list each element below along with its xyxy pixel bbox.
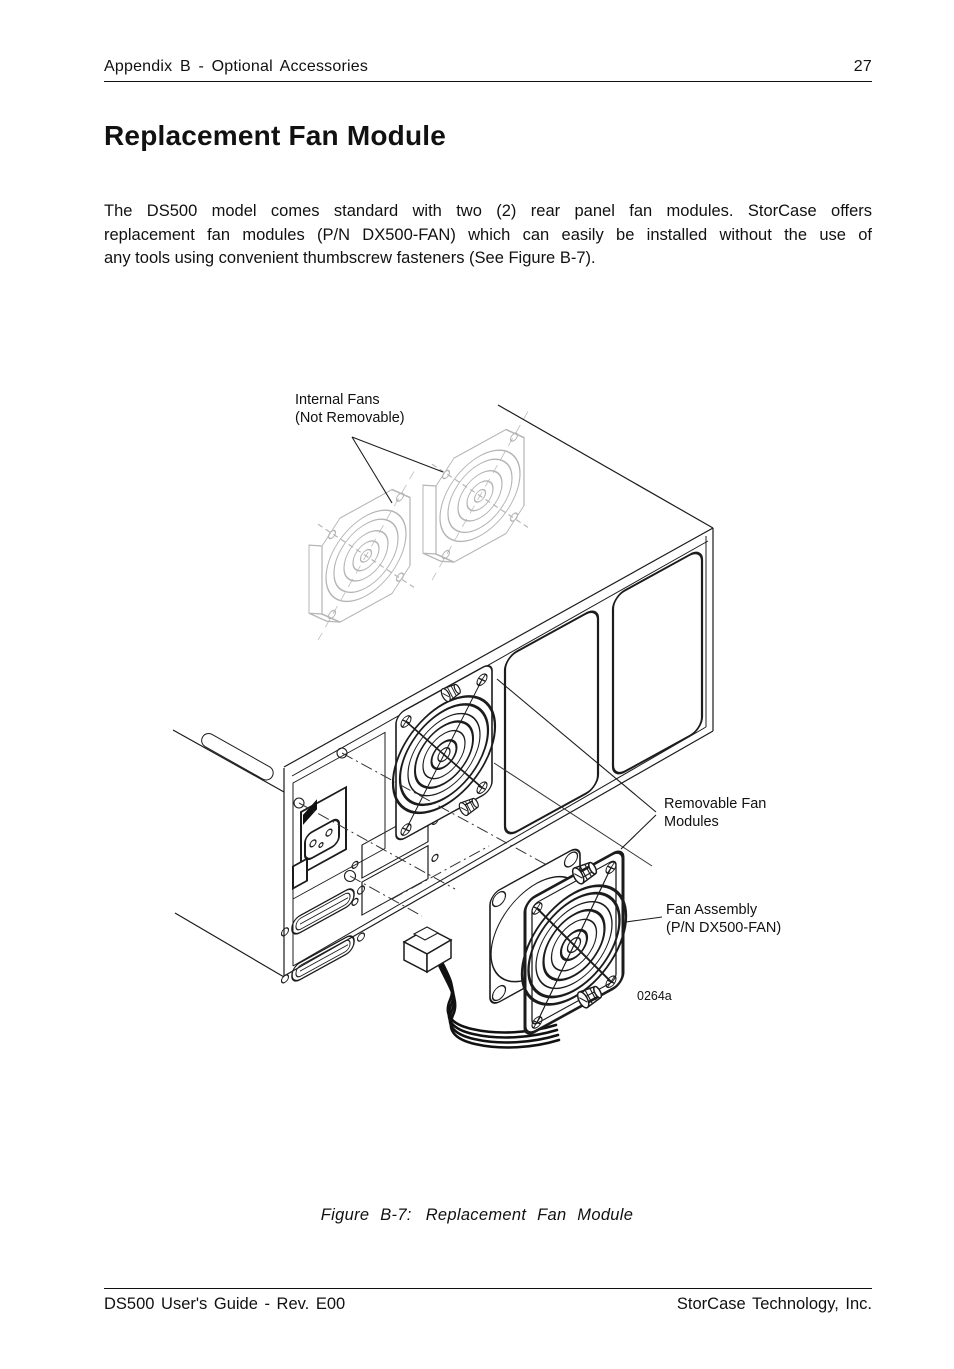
figure-caption-prefix: Figure B-7: <box>320 1206 412 1224</box>
header-section-title: Appendix B - Optional Accessories <box>104 58 369 75</box>
page-number: 27 <box>853 58 872 75</box>
body-line: replacement fan modules (P/N DX500-FAN) which can easily be installed without the use of <box>104 225 872 244</box>
page-footer <box>104 1288 872 1314</box>
internal-fan-left <box>309 471 414 645</box>
section-title: Replacement Fan Module <box>104 120 447 151</box>
figure-code: 0264a <box>637 989 672 1003</box>
vent-panel-right <box>613 548 702 778</box>
label-removable-fan-modules: Removable Fan Modules <box>664 796 767 830</box>
footer-company: StorCase Technology, Inc. <box>676 1295 872 1313</box>
scsi-connectors <box>282 880 365 990</box>
internal-fan-right <box>423 411 528 585</box>
label-fan-assembly: Fan Assembly (P/N DX500-FAN) <box>666 902 782 936</box>
vent-panel-left <box>505 607 598 838</box>
mounted-fan-module <box>393 661 495 845</box>
footer-guide-title: DS500 User's Guide - Rev. E00 <box>104 1295 346 1313</box>
figure-caption <box>0 1206 954 1225</box>
figure-caption-text: Replacement Fan Module <box>425 1206 634 1224</box>
body-line: any tools using convenient thumbscrew fasteners (See Figure B-7). <box>104 249 596 267</box>
body-line: The DS500 model comes standard with two (2) rear panel fan modules. StorCase offers <box>104 202 872 220</box>
label-internal-fans: Internal Fans (Not Removable) <box>295 392 405 426</box>
